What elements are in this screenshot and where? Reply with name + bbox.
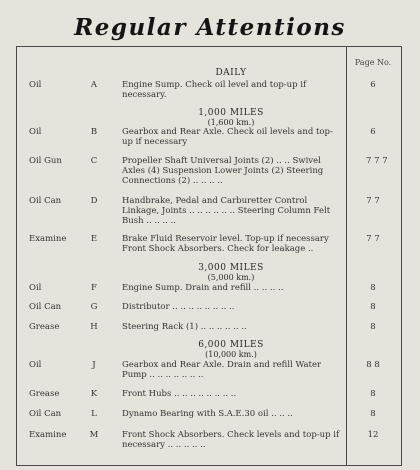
section-heading-text: 6,000 MILES xyxy=(198,340,264,350)
row-action: Oil Can xyxy=(29,409,62,419)
row-description: Propeller Shaft Universal Joints (2) .. .. Swivel Axles (4) Suspension Lower Joints (2) Steering Connections (2) .. .. .. .. xyxy=(122,156,324,186)
row-action: Oil xyxy=(29,80,42,90)
row-description: Engine Sump. Check oil level and top-up if necessary. xyxy=(122,80,307,100)
row-page: 8 xyxy=(370,283,376,293)
row-page: 8 8 xyxy=(366,360,380,370)
row-letter: E xyxy=(90,234,98,244)
row-description: Distributor .. .. .. .. .. .. .. .. xyxy=(122,302,235,312)
row-action: Oil xyxy=(29,283,42,293)
row-action: Oil Can xyxy=(29,196,62,206)
section-heading-sub: (5,000 km.) xyxy=(207,273,255,282)
section-heading-text: DAILY xyxy=(215,68,247,78)
row-description: Front Hubs .. .. .. .. .. .. .. .. xyxy=(122,389,237,399)
row-description: Front Shock Absorbers. Check levels and top-up if necessary .. .. .. .. .. xyxy=(122,430,340,450)
row-letter: D xyxy=(90,196,98,206)
row-description: Brake Fluid Reservoir level. Top-up if necessary Front Shock Absorbers. Check for leakage .. xyxy=(122,234,329,254)
section-heading-sub: (1,600 km.) xyxy=(207,118,255,127)
section-heading-text: 1,000 MILES xyxy=(198,108,264,118)
page-title: Regular Attentions xyxy=(74,14,346,41)
section-heading xyxy=(122,108,340,128)
section-heading-sub: (10,000 km.) xyxy=(205,350,257,359)
row-letter: L xyxy=(91,409,97,419)
row-letter: B xyxy=(90,127,98,137)
row-action: Grease xyxy=(29,389,60,399)
row-page: 7 7 xyxy=(366,234,380,244)
row-page: 8 xyxy=(370,389,376,399)
row-letter: C xyxy=(90,156,98,166)
page-column-header: Page No. xyxy=(354,58,392,67)
row-page: 7 7 7 xyxy=(366,156,388,166)
row-action: Examine xyxy=(29,234,67,244)
row-letter: F xyxy=(91,283,97,293)
row-description: Engine Sump. Drain and refill .. .. .. .. xyxy=(122,283,284,293)
row-action: Oil Can xyxy=(29,302,62,312)
section-heading-text: 3,000 MILES xyxy=(198,263,264,273)
row-description: Gearbox and Rear Axle. Check oil levels and top-up if necessary xyxy=(122,127,333,147)
row-action: Oil Gun xyxy=(29,156,62,166)
row-letter: A xyxy=(90,80,98,90)
row-description: Gearbox and Rear Axle. Drain and refill Water Pump .. .. .. .. .. .. .. xyxy=(122,360,322,380)
row-letter: K xyxy=(90,389,98,399)
section-heading xyxy=(122,263,340,283)
row-letter: M xyxy=(89,430,99,440)
row-description: Dynamo Bearing with S.A.E.30 oil .. .. .. xyxy=(122,409,293,419)
row-description: Steering Rack (1) .. .. .. .. .. .. xyxy=(122,322,247,332)
section-heading xyxy=(122,68,340,78)
row-page: 6 xyxy=(370,80,376,90)
row-page: 8 xyxy=(370,409,376,419)
row-action: Oil xyxy=(29,360,42,370)
row-letter: G xyxy=(90,302,98,312)
row-action: Examine xyxy=(29,430,67,440)
row-action: Oil xyxy=(29,127,42,137)
row-page: 7 7 xyxy=(366,196,380,206)
row-letter: J xyxy=(92,360,96,370)
section-heading xyxy=(122,340,340,360)
row-description: Handbrake, Pedal and Carburetter Control Linkage, Joints .. .. .. .. .. .. Steering Column Felt Bush .. .. .. .. xyxy=(122,196,331,226)
row-page: 8 xyxy=(370,302,376,312)
row-page: 8 xyxy=(370,322,376,332)
row-page: 12 xyxy=(367,430,379,440)
page-column-divider xyxy=(346,46,347,466)
row-action: Grease xyxy=(29,322,60,332)
row-page: 6 xyxy=(370,127,376,137)
row-letter: H xyxy=(90,322,98,332)
